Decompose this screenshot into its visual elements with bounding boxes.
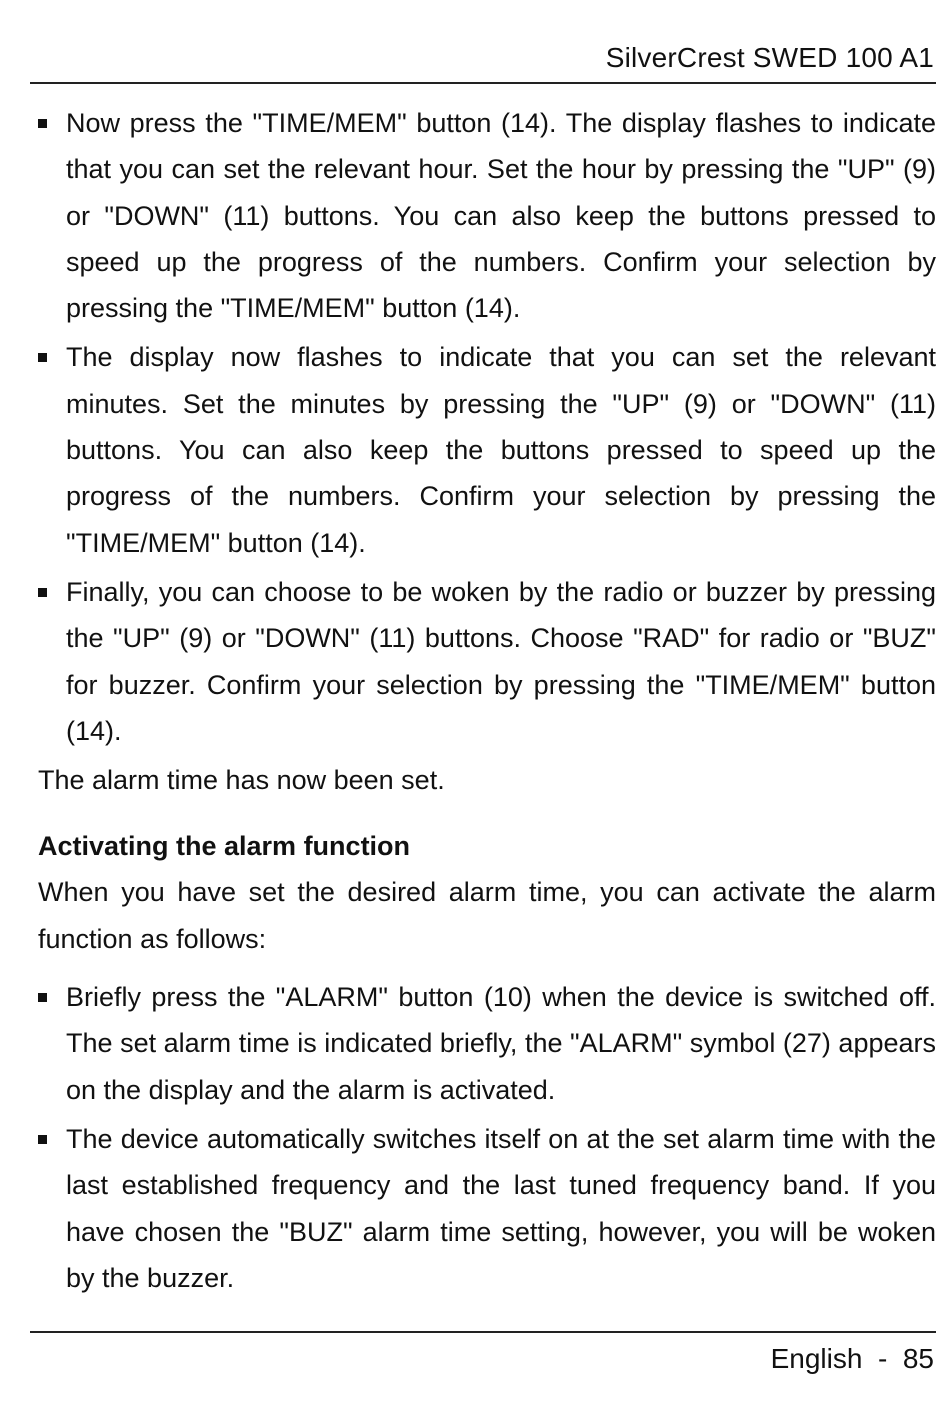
list-item-text: Now press the "TIME/MEM" button (14). The display flashes to indicate that you can set the relevant hour. Set the hour by pressing the "UP" (9) or "DOWN" (11) buttons. You can also keep the buttons pressed to speed up the progress of the numbers. Confirm your selection by pressing the "TIME/MEM" button (14).	[66, 108, 936, 324]
setting-steps-list	[38, 100, 936, 754]
list-item	[38, 334, 936, 565]
list-item-text: The device automatically switches itself on at the set alarm time with the last established frequency and the last tuned frequency band. If you have chosen the "BUZ" alarm time setting, however, you will be woken by the buzzer.	[66, 1123, 936, 1293]
page-content	[38, 100, 936, 1304]
document-title: SilverCrest SWED 100 A1	[605, 42, 934, 73]
bullet-icon	[38, 353, 47, 362]
alarm-set-paragraph: The alarm time has now been set.	[38, 765, 445, 796]
list-item	[38, 569, 936, 754]
page-number: English - 85	[770, 1343, 934, 1374]
list-item	[38, 974, 936, 1113]
list-item	[38, 1116, 936, 1301]
bullet-icon	[38, 588, 47, 597]
list-item-text: The display now flashes to indicate that you can set the relevant minutes. Set the minutes by pressing the "UP" (9) or "DOWN" (11) buttons. You can also keep the buttons pressed to speed up the progress of the numbers. Confirm your selection by pressing the "TIME/MEM" button (14).	[66, 342, 936, 558]
page-header	[30, 36, 936, 84]
bullet-icon	[38, 1135, 47, 1144]
page-footer	[30, 1331, 936, 1374]
list-item-text: Finally, you can choose to be woken by the radio or buzzer by pressing the "UP" (9) or "DOWN" (11) buttons. Choose "RAD" for radio or "BUZ" for buzzer. Confirm your selection by pressing the "TIME/MEM" button (14).	[66, 576, 936, 746]
list-item	[38, 100, 936, 331]
section-heading: Activating the alarm function	[38, 831, 411, 862]
bullet-icon	[38, 119, 47, 128]
activation-steps-list	[38, 974, 936, 1301]
list-item-text: Briefly press the "ALARM" button (10) when the device is switched off. The set alarm time is indicated briefly, the "ALARM" symbol (27) appears on the display and the alarm is activated.	[66, 982, 936, 1105]
bullet-icon	[38, 993, 47, 1002]
section-intro-paragraph: When you have set the desired alarm time, you can activate the alarm function as follows:	[38, 877, 936, 954]
